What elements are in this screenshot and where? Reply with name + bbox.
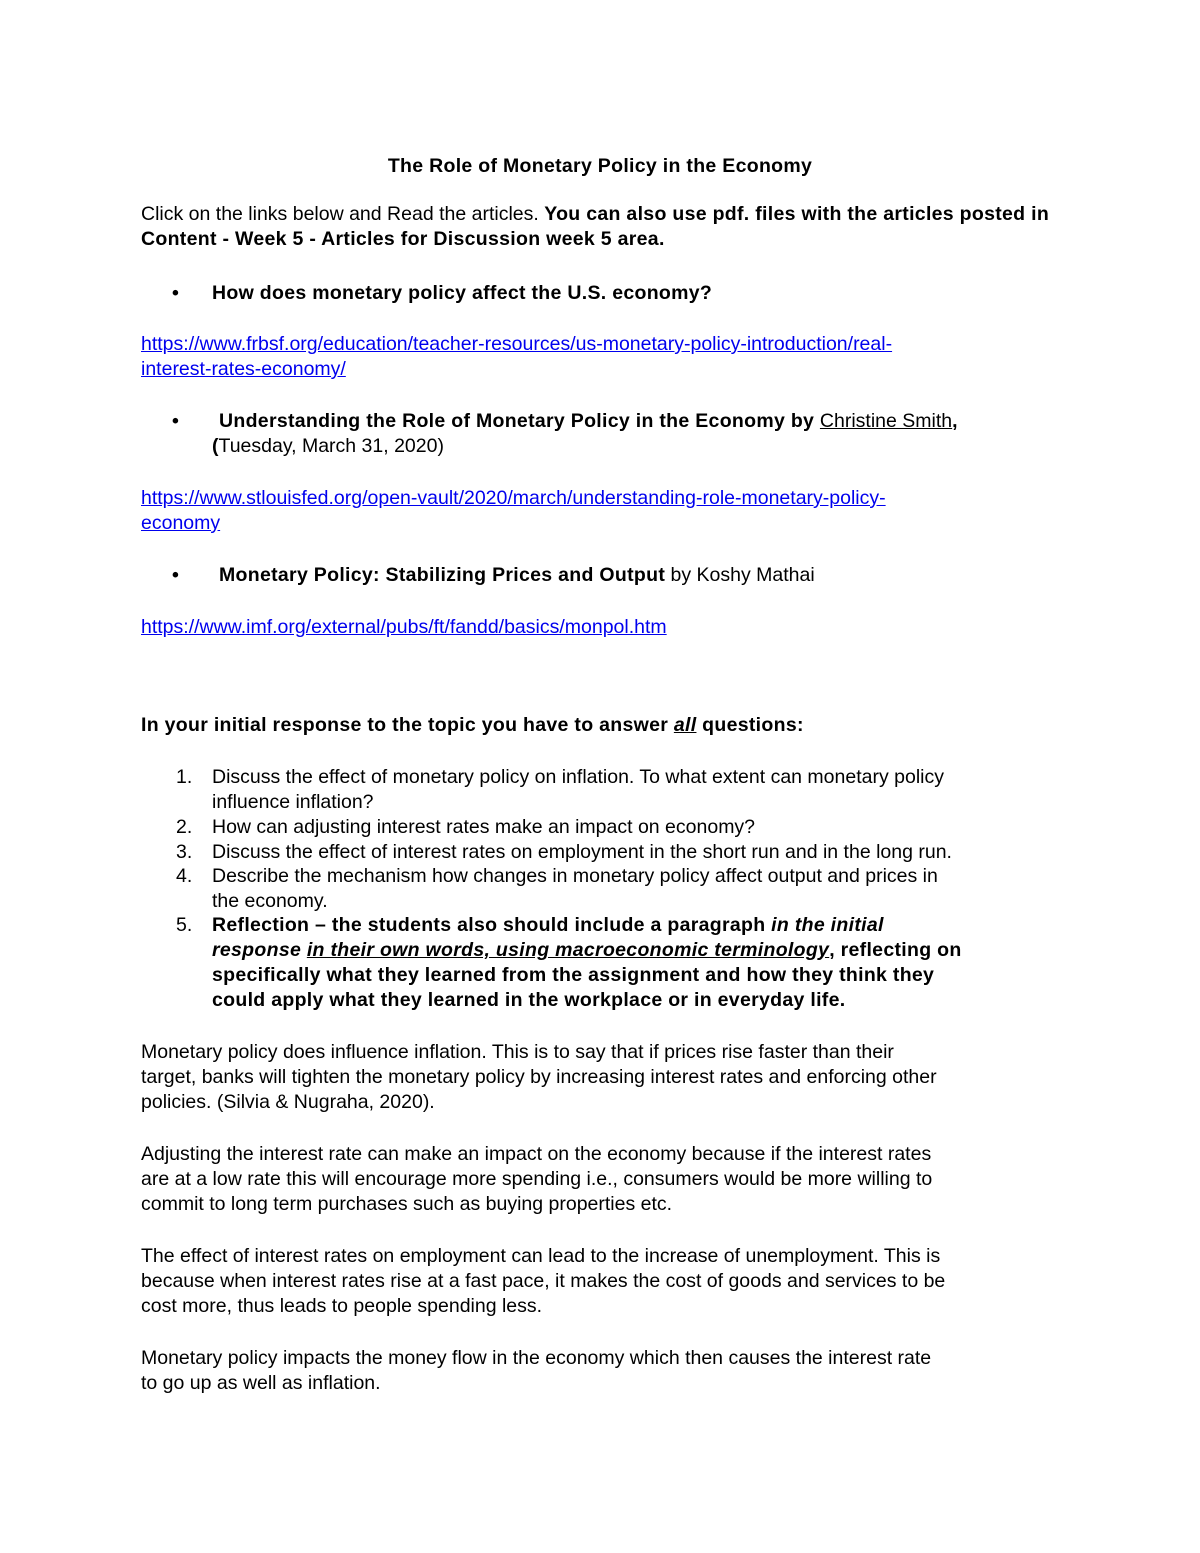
questions-heading (141, 713, 1071, 738)
intro-bold-text: You can also use pdf. files with the articles posted in Content - Week 5 - Articles for Discussion week 5 area. (141, 203, 1050, 250)
question-reflection-text: Reflection – the students also should include a paragraph (212, 914, 772, 936)
article-by: by (785, 410, 820, 432)
article-date-line (212, 434, 1072, 459)
questions-heading-emphasis: all (673, 714, 697, 736)
question-text: How can adjusting interest rates make an impact on economy? (212, 816, 756, 838)
answer-line: are at a low rate this will encourage more spending i.e., consumers would be more willing to (141, 1168, 933, 1190)
question-text (212, 765, 1072, 815)
article-date: Tuesday, March 31, 2020) (218, 435, 444, 457)
article-link-line: economy (141, 512, 221, 534)
bullet-icon: • (172, 282, 179, 304)
article-title: Understanding the Role of Monetary Policy in the Economy (219, 410, 786, 432)
article-link[interactable] (141, 487, 886, 534)
intro-plain-text: Click on the links below and Read the articles. (141, 203, 545, 225)
article-link-line: https://www.frbsf.org/education/teacher-resources/us-monetary-policy-introduction/real- (141, 333, 893, 355)
answer-line: The effect of interest rates on employment can lead to the increase of unemployment. This is (141, 1245, 941, 1267)
article-link-line: https://www.imf.org/external/pubs/ft/fandd/basics/monpol.htm (141, 616, 667, 638)
question-line: Discuss the effect of monetary policy on inflation. To what extent can monetary policy (212, 766, 944, 788)
answer-line: because when interest rates rise at a fast pace, it makes the cost of goods and services to be (141, 1270, 946, 1292)
article-link-block (141, 486, 1071, 536)
bullet-icon: • (172, 564, 179, 586)
article-link[interactable] (141, 333, 892, 380)
answer-line: policies. (Silvia & Nugraha, 2020). (141, 1091, 435, 1113)
article-by: by Koshy Mathai (665, 564, 815, 586)
question-line: the economy. (212, 890, 328, 912)
question-number: 3. (176, 841, 193, 863)
intro-paragraph (141, 202, 1071, 252)
article-text (219, 563, 1079, 588)
answer-line: target, banks will tighten the monetary policy by increasing interest rates and enforcing other (141, 1066, 937, 1088)
question-number: 4. (176, 865, 193, 887)
answer-line: Monetary policy impacts the money flow in the economy which then causes the interest rate (141, 1347, 932, 1369)
question-reflection-text: , reflecting on (829, 939, 962, 961)
question-number: 1. (176, 766, 193, 788)
article-link-block (141, 615, 1071, 640)
answer-paragraph (141, 1142, 1071, 1217)
questions-heading-text: questions: (696, 714, 804, 736)
question-line: Describe the mechanism how changes in monetary policy affect output and prices in (212, 865, 938, 887)
question-line: influence inflation? (212, 791, 374, 813)
answer-paragraph (141, 1346, 1071, 1396)
answer-paragraph (141, 1244, 1071, 1319)
answer-line: Monetary policy does influence inflation. This is to say that if prices rise faster than their (141, 1041, 894, 1063)
answer-line: to go up as well as inflation. (141, 1372, 381, 1394)
article-title: How does monetary policy affect the U.S. economy? (212, 282, 713, 304)
answer-paragraph (141, 1040, 1071, 1115)
question-reflection-emphasis: in the initial (771, 914, 884, 936)
answer-line: Adjusting the interest rate can make an impact on the economy because if the interest rates (141, 1143, 932, 1165)
question-reflection-emphasis-underlined: in their own words, using macroeconomic terminology (306, 939, 830, 961)
question-reflection-emphasis: response (212, 939, 302, 961)
article-link[interactable] (141, 616, 667, 638)
question-number: 2. (176, 816, 193, 838)
bullet-icon: • (172, 410, 179, 432)
answer-line: commit to long term purchases such as buying properties etc. (141, 1193, 673, 1215)
question-reflection-text: could apply what they learned in the workplace or in everyday life. (212, 989, 846, 1011)
article-text (219, 409, 1079, 434)
page-title: The Role of Monetary Policy in the Economy (387, 155, 813, 177)
article-link-block (141, 332, 1071, 382)
answer-line: cost more, thus leads to people spending less. (141, 1295, 543, 1317)
question-text (212, 913, 1072, 1013)
article-author: Christine Smith (819, 410, 953, 432)
question-text: Discuss the effect of interest rates on employment in the short run and in the long run. (212, 841, 952, 863)
article-link-line: https://www.stlouisfed.org/open-vault/2020/march/understanding-role-monetary-policy- (141, 487, 886, 509)
article-link-line: interest-rates-economy/ (141, 358, 346, 380)
question-reflection-text: specifically what they learned from the assignment and how they think they (212, 964, 935, 986)
article-title: Monetary Policy: Stabilizing Prices and Output (219, 564, 666, 586)
questions-heading-text: In your initial response to the topic you have to answer (141, 714, 674, 736)
question-number: 5. (176, 914, 193, 936)
article-comma: , (952, 410, 958, 432)
question-text (212, 864, 1072, 914)
article-paren: ( (212, 435, 219, 457)
